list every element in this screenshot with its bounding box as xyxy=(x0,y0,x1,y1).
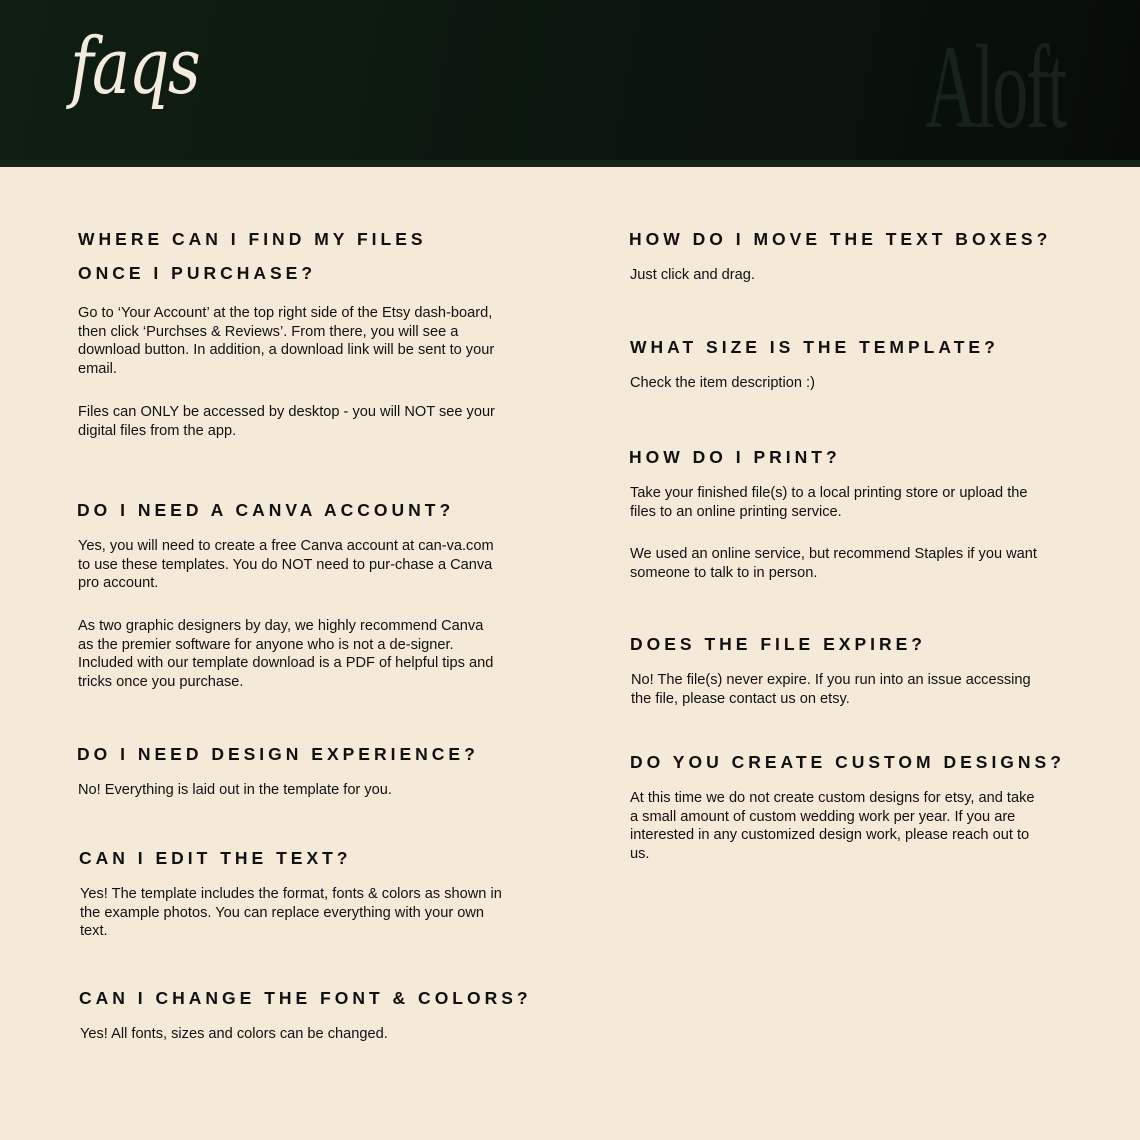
faq-question: HOW DO I PRINT? xyxy=(629,447,841,467)
faq-question: WHERE CAN I FIND MY FILES ONCE I PURCHASE? xyxy=(78,229,427,283)
brand-watermark: Aloft xyxy=(925,20,1065,153)
page-title: faqs xyxy=(70,22,200,112)
faq-question: DOES THE FILE EXPIRE? xyxy=(630,634,926,654)
faq-question: HOW DO I MOVE THE TEXT BOXES? xyxy=(629,229,1052,249)
faq-answer: No! Everything is laid out in the template for you. xyxy=(78,782,392,798)
faq-answer: Files can ONLY be accessed by desktop - you will NOT see your digital files from the app. xyxy=(78,404,495,439)
header-banner xyxy=(0,0,1140,167)
faq-answer: Yes, you will need to create a free Canva account at can-va.com to use these templates. You do NOT need to pur-chase a Canva pro account. xyxy=(78,538,494,592)
faq-answer: At this time we do not create custom designs for etsy, and take a small amount of custom wedding work per year. If you are interested in any customized design work, please reach out to us. xyxy=(630,790,1035,863)
faq-answer: Check the item description :) xyxy=(630,375,815,391)
faq-answer: Just click and drag. xyxy=(630,267,755,283)
faq-question: WHAT SIZE IS THE TEMPLATE? xyxy=(630,337,999,357)
faq-answer: Yes! All fonts, sizes and colors can be changed. xyxy=(80,1026,388,1042)
faq-question: DO I NEED DESIGN EXPERIENCE? xyxy=(77,744,479,764)
faq-answer: As two graphic designers by day, we highly recommend Canva as the premier software for anyone who is not a de-signer. Included with our template download is a PDF of helpful tips and tricks once you purchase. xyxy=(78,618,494,691)
faq-question: CAN I CHANGE THE FONT & COLORS? xyxy=(79,988,532,1008)
faq-answer: Take your finished file(s) to a local printing store or upload the files to an online printing service. xyxy=(630,485,1028,520)
faq-question: CAN I EDIT THE TEXT? xyxy=(79,848,352,868)
faq-answer: Go to ‘Your Account’ at the top right side of the Etsy dash-board, then click ‘Purchses & Reviews’. From there, you will see a download button. In addition, a download link will be sent to your email. xyxy=(78,305,495,378)
faq-answer: No! The file(s) never expire. If you run into an issue accessing the file, please contact us on etsy. xyxy=(631,672,1031,707)
faq-answer: We used an online service, but recommend Staples if you want someone to talk to in person. xyxy=(630,546,1037,581)
faq-question: DO I NEED A CANVA ACCOUNT? xyxy=(77,500,455,520)
faq-question: DO YOU CREATE CUSTOM DESIGNS? xyxy=(630,752,1065,772)
faq-answer: Yes! The template includes the format, fonts & colors as shown in the example photos. You can replace everything with your own text. xyxy=(80,886,502,940)
